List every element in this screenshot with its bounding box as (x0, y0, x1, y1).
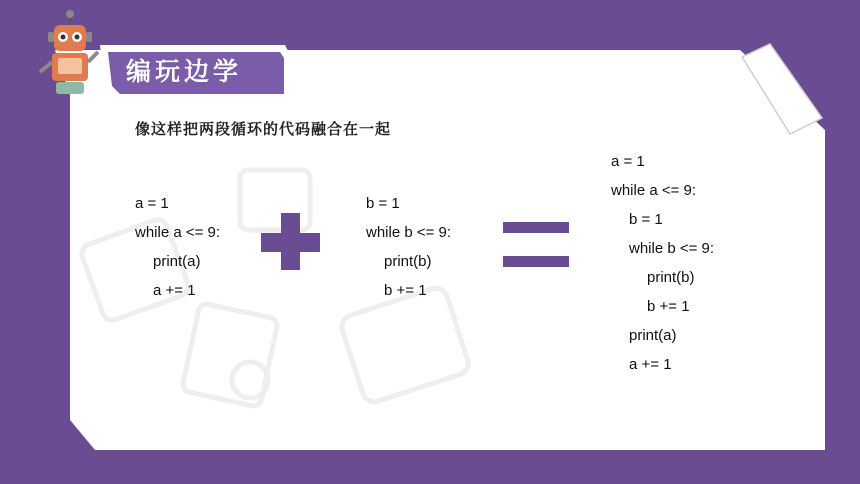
code-line: print(a) (629, 327, 677, 344)
code-block-a (135, 189, 220, 305)
code-line: b += 1 (647, 298, 690, 315)
code-line: print(b) (647, 269, 695, 286)
code-line: a += 1 (153, 282, 196, 299)
code-line: a += 1 (629, 356, 672, 373)
plus-icon-vertical (281, 213, 300, 270)
code-line: a = 1 (611, 153, 645, 170)
code-line: while a <= 9: (135, 224, 221, 241)
lesson-title: 编玩边学 (126, 57, 243, 86)
code-line: while b <= 9: (629, 240, 715, 257)
equals-icon (503, 222, 569, 233)
code-line: print(a) (153, 253, 201, 270)
code-line: b = 1 (366, 195, 400, 212)
equals-icon-lower (503, 256, 569, 267)
code-line: a = 1 (135, 195, 169, 212)
code-line: print(b) (384, 253, 432, 270)
code-block-merged (611, 147, 714, 379)
code-line: while a <= 9: (611, 182, 697, 199)
code-line: while b <= 9: (366, 224, 452, 241)
page-heading: 像这样把两段循环的代码融合在一起 (135, 120, 392, 138)
code-line: b += 1 (384, 282, 427, 299)
code-block-b (366, 189, 451, 305)
code-line: b = 1 (629, 211, 663, 228)
